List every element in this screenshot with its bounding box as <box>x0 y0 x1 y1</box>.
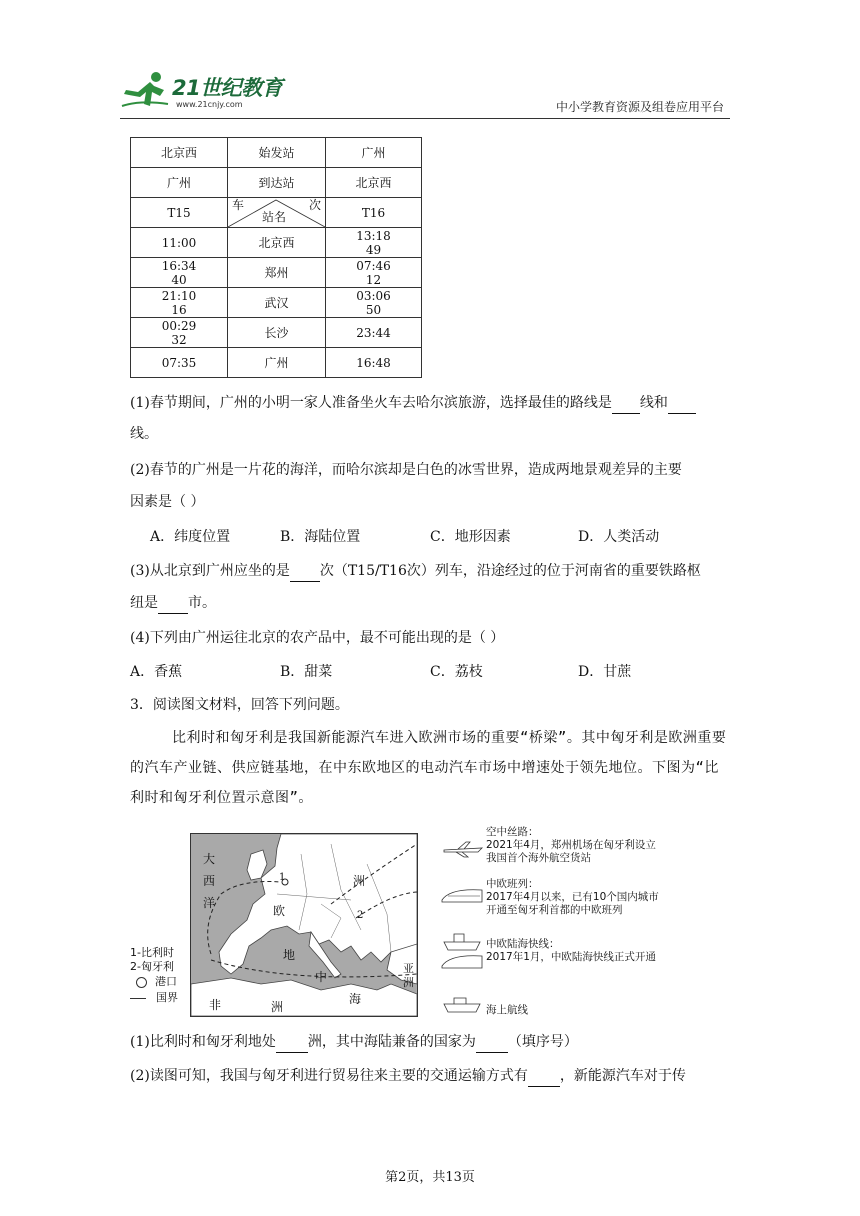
option-c[interactable]: C．荔枝 <box>430 664 483 680</box>
timetable-cell: 广州 <box>228 348 326 378</box>
map-label: 洲 <box>403 976 414 989</box>
train-timetable <box>130 137 422 378</box>
option-b[interactable]: B．海陆位置 <box>280 529 361 545</box>
legend-item: 1-比利时 <box>130 946 174 959</box>
ship-and-train-icon <box>440 930 484 972</box>
port-icon <box>136 977 147 988</box>
answer-blank[interactable] <box>612 393 640 414</box>
question-2-4: (4)下列由广州运往北京的农产品中，最不可能出现的是（ ） <box>130 630 505 646</box>
timetable-cell: 武汉 <box>228 288 326 318</box>
question-2-1-cont: 线。 <box>130 426 158 442</box>
map-label: 非 <box>209 998 222 1012</box>
answer-blank[interactable] <box>290 561 320 582</box>
timetable-row <box>131 228 422 258</box>
map-label: 洲 <box>271 1000 284 1014</box>
header-che: 车 <box>232 198 245 212</box>
timetable-cell: 北京西 <box>326 168 422 198</box>
option-a[interactable]: A．香蕉 <box>130 664 183 680</box>
map-label: 洲 <box>353 874 366 888</box>
timetable-cell: 16:34 40 <box>131 258 228 288</box>
timetable-cell: 23:44 <box>326 318 422 348</box>
runner-icon <box>120 70 172 110</box>
question-2-3: (3)从北京到广州应坐的是 次（T15/T16次）列车，沿途经过的位于河南省的重要铁路枢 <box>130 561 701 582</box>
question-2-1: (1)春节期间，广州的小明一家人准备坐火车去哈尔滨旅游，选择最佳的路线是 线和 <box>130 393 696 414</box>
option-d[interactable]: D．甘蔗 <box>578 664 632 680</box>
timetable-cell <box>228 198 326 228</box>
timetable-cell: 广州 <box>131 168 228 198</box>
timetable-cell: T16 <box>326 198 422 228</box>
border-line-icon <box>130 998 146 999</box>
answer-blank[interactable] <box>528 1066 560 1087</box>
logo-url: www.21cnjy.com <box>176 100 243 109</box>
header-ci: 次 <box>308 198 321 212</box>
timetable-cell: 00:29 32 <box>131 318 228 348</box>
map-label: 2 <box>357 910 364 921</box>
map-label: 中 <box>315 970 328 984</box>
route-air: 空中丝路： 2021年4月，郑州机场在匈牙利设立 我国首个海外航空货站 <box>486 826 656 864</box>
timetable-cell: T15 <box>131 198 228 228</box>
timetable-cell: 北京西 <box>131 138 228 168</box>
europe-map <box>190 833 418 1017</box>
airplane-icon <box>442 840 484 858</box>
option-d[interactable]: D．人类活动 <box>578 529 660 545</box>
timetable-row <box>131 138 422 168</box>
answer-blank[interactable] <box>276 1032 308 1053</box>
answer-blank[interactable] <box>668 393 696 414</box>
map-label: 海 <box>349 992 362 1006</box>
timetable-row <box>131 198 422 228</box>
train-icon <box>440 886 484 906</box>
timetable-row <box>131 318 422 348</box>
question-2-3-cont: 纽是 市。 <box>130 593 216 614</box>
option-c[interactable]: C．地形因素 <box>430 529 511 545</box>
route-sea: 海上航线 <box>486 1004 528 1016</box>
map-label: 1 <box>279 872 286 883</box>
timetable-cell: 03:06 50 <box>326 288 422 318</box>
timetable-cell: 北京西 <box>228 228 326 258</box>
timetable-cell: 广州 <box>326 138 422 168</box>
legend-border: 国界 <box>130 991 178 1004</box>
timetable-cell: 07:46 12 <box>326 258 422 288</box>
header-station: 站名 <box>262 210 287 224</box>
timetable-cell: 长沙 <box>228 318 326 348</box>
route-land-sea: 中欧陆海快线： 2017年1月，中欧陆海快线正式开通 <box>486 938 656 963</box>
map-label: 洋 <box>203 896 216 910</box>
option-a[interactable]: A．纬度位置 <box>150 529 231 545</box>
question-2-2-cont: 因素是（ ） <box>130 494 205 510</box>
page-header <box>120 66 730 119</box>
map-label: 西 <box>203 874 216 888</box>
map-label: 欧 <box>273 904 286 918</box>
page-footer: 第2页，共13页 <box>385 1170 475 1185</box>
legend-port: 港口 <box>130 975 177 988</box>
map-label: 大 <box>203 852 216 866</box>
timetable-row <box>131 168 422 198</box>
logo-text: 21世纪教育 <box>172 76 283 100</box>
question-2-2: (2)春节的广州是一片花的海洋，而哈尔滨却是白色的冰雪世界，造成两地景观差异的主要 <box>130 462 682 478</box>
timetable-cell: 21:10 16 <box>131 288 228 318</box>
timetable-row <box>131 348 422 378</box>
logo <box>120 66 300 114</box>
map-label: 地 <box>283 948 296 962</box>
option-b[interactable]: B．甜菜 <box>280 664 333 680</box>
route-train: 中欧班列： 2017年4月以来，已有10个国内城市 开通至匈牙利首都的中欧班列 <box>486 878 659 916</box>
platform-name: 中小学教育资源及组卷应用平台 <box>555 100 724 114</box>
timetable-row <box>131 258 422 288</box>
passage: 比利时和匈牙利是我国新能源汽车进入欧洲市场的重要“桥梁”。其中匈牙利是欧洲重要的汽车产业链、供应链基地，在中东欧地区的电动汽车市场中增速处于领先地位。下图为“比利时和匈牙利位置示意图”。 <box>130 730 727 806</box>
question-3-title: 3．阅读图文材料，回答下列问题。 <box>130 697 349 713</box>
timetable-row <box>131 288 422 318</box>
timetable-cell: 11:00 <box>131 228 228 258</box>
timetable-cell: 07:35 <box>131 348 228 378</box>
answer-blank[interactable] <box>158 593 188 614</box>
legend-item: 2-匈牙利 <box>130 960 174 973</box>
timetable-cell: 始发站 <box>228 138 326 168</box>
timetable-cell: 到达站 <box>228 168 326 198</box>
question-3-2: (2)读图可知，我国与匈牙利进行贸易往来主要的交通运输方式有 ，新能源汽车对于传 <box>130 1066 686 1087</box>
timetable-cell: 13:18 49 <box>326 228 422 258</box>
question-3-1: (1)比利时和匈牙利地处 洲，其中海陆兼备的国家为 （填序号） <box>130 1032 578 1053</box>
answer-blank[interactable] <box>476 1032 508 1053</box>
timetable-cell: 郑州 <box>228 258 326 288</box>
timetable-cell: 16:48 <box>326 348 422 378</box>
ship-icon <box>440 996 484 1014</box>
map-label: 亚 <box>403 962 414 975</box>
